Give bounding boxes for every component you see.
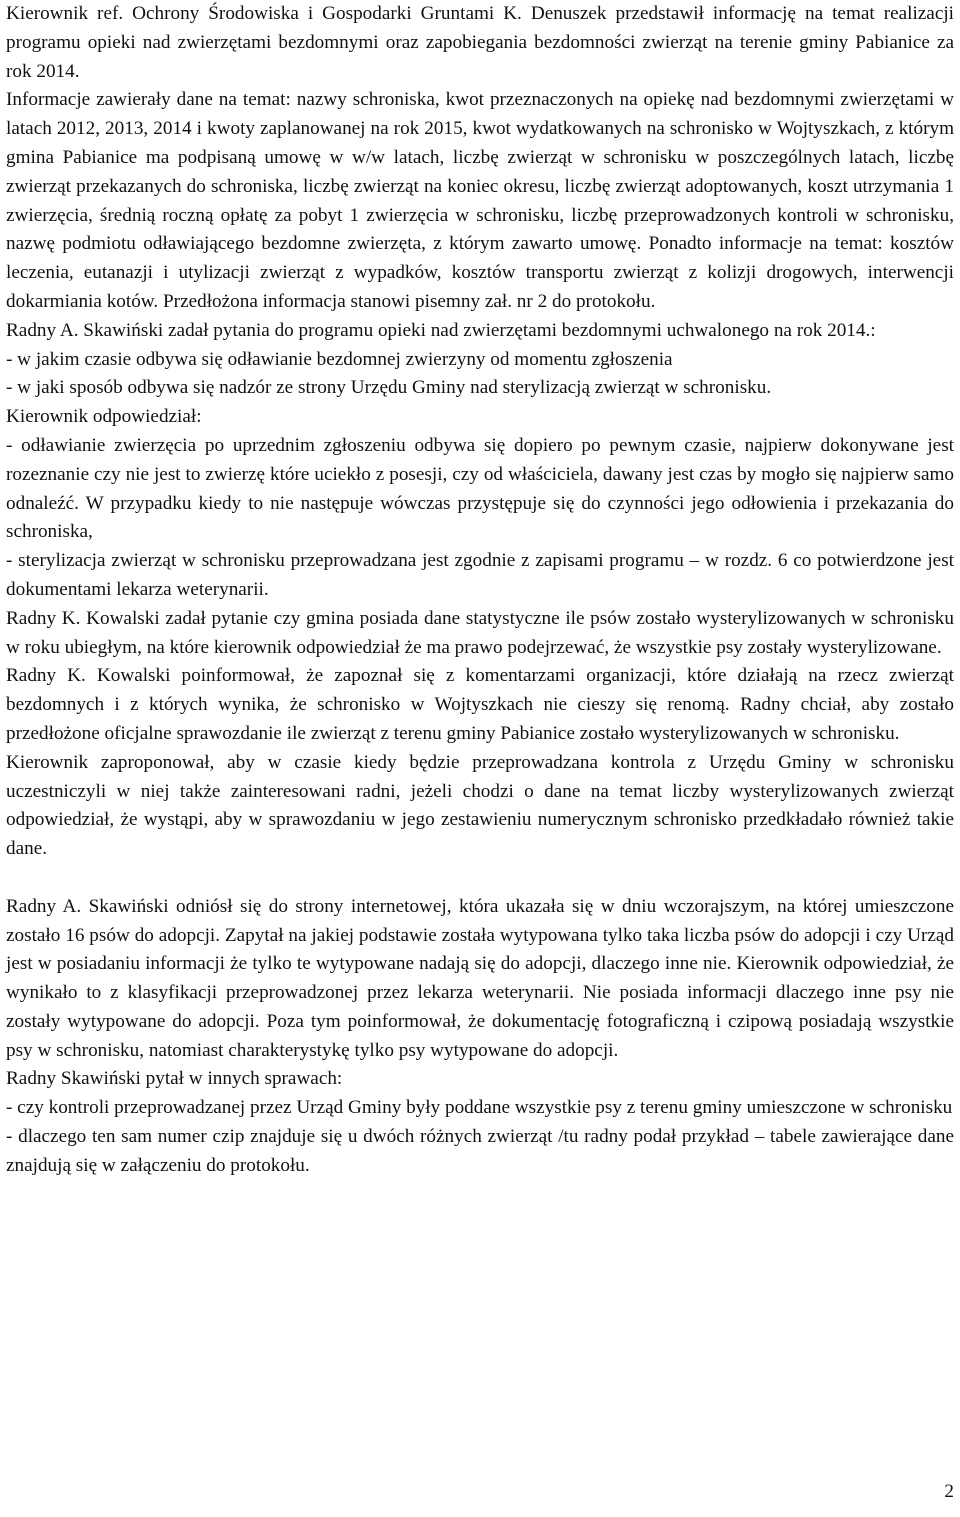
page-number: 2 [944,1481,954,1502]
paragraph-report-intro: Kierownik ref. Ochrony Środowiska i Gospodarki Gruntami K. Denuszek przedstawił informację na temat realizacji programu opieki nad zwierzętami bezdomnymi oraz zapobiegania bezdomności zwierząt na terenie gminy Pabianice za rok 2014. [6,3,954,82]
paragraph-report-details: Informacje zawierały dane na temat: nazwy schroniska, kwot przeznaczonych na opiekę nad bezdomnymi zwierzętami w latach 2012, 2013, 2014 i kwoty zaplanowanej na rok 2015, kwot wydatkowanych na schronisko w Wojtyszkach, z którym gmina Pabianice ma podpisaną umowę w w/w latach, liczbę zwierząt w schronisku w poszczególnych latach, liczbę zwierząt przekazanych do schroniska, liczbę zwierząt na koniec okresu, liczbę zwierząt adoptowanych, koszt utrzymania 1 zwierzęcia, średnią roczną opłatę za pobyt 1 zwierzęcia w schronisku, liczbę przeprowadzonych kontroli w schronisku, nazwę podmiotu odławiającego bezdomne zwierzęta, z którym zawarto umowę. Ponadto informacje na temat: kosztów leczenia, eutanazji i utylizacji zwierząt z wypadków, kosztów transportu zwierząt z kolizji drogowych, interwencji dokarmiania kotów. Przedłożona informacja stanowi pisemny zał. nr 2 do protokołu. [6,89,954,312]
paragraph-question-1: - w jakim czasie odbywa się odławianie bezdomnej zwierzyny od momentu zgłoszenia [6,348,673,370]
paragraph-manager-proposal: Kierownik zaproponował, aby w czasie kiedy będzie przeprowadzana kontrola z Urzędu Gminy w schronisku uczestniczyli w niej także zainteresowani radni, jeżeli chodzi o dane na temat liczby wysterylizowanych zwierząt odpowiedział, że wystąpi, aby w sprawozdaniu w jego zestawieniu numerycznym schronisko przedkładało również takie dane. [6,751,954,860]
paragraph-answer-2: - sterylizacja zwierząt w schronisku przeprowadzana jest zgodnie z zapisami programu – w rozdz. 6 co potwierdzone jest dokumentami lekarza weterynarii. [6,550,954,600]
paragraph-answer-1: - odławianie zwierzęcia po uprzednim zgłoszeniu odbywa się dopiero po pewnym czasie, najpierw dokonywane jest rozeznanie czy nie jest to zwierzę które uciekło z posesji, czy od właściciela, dawany jest czas by mogło się najpierw samo odnaleźć. W przypadku kiedy to nie następuje wówczas przystępuje się do czynności jego odłowienia i przekazania do schroniska, [6,434,954,543]
paragraph-question-2: - w jaki sposób odbywa się nadzór ze strony Urzędu Gminy nad sterylizacją zwierząt w schronisku. [6,377,772,399]
paragraph-skawinski-other: Radny Skawiński pytał w innych sprawach: [6,1068,343,1090]
document-body [6,0,954,1181]
paragraph-kowalski-question: Radny K. Kowalski zadał pytanie czy gmina posiada dane statystyczne ile psów zostało wysterylizowanych w schronisku w roku ubiegłym, na które kierownik odpowiedział że ma prawo podejrzewać, że wszystkie psy zostały wysterylizowane. [6,607,954,658]
paragraph-skawinski-questions: Radny A. Skawiński zadał pytania do programu opieki nad zwierzętami bezdomnymi uchwalonego na rok 2014.: [6,319,876,341]
paragraph-kowalski-info: Radny K. Kowalski poinformował, że zapoznał się z komentarzami organizacji, które działają na rzecz zwierząt bezdomnych i z których wynika, że schronisko w Wojtyszkach nie cieszy się renomą. Radny chciał, aby zostało przedłożone oficjalne sprawozdanie ile zwierząt z terenu gminy Pabianice zostało wysterylizowanych w schronisku. [6,665,954,744]
paragraph-other-question-1: - czy kontroli przeprowadzanej przez Urząd Gminy były poddane wszystkie psy z terenu gminy umieszczone w schronisku [6,1097,953,1119]
paragraph-manager-answered: Kierownik odpowiedział: [6,406,202,428]
paragraph-other-question-2: - dlaczego ten sam numer czip znajduje się u dwóch różnych zwierząt /tu radny podał przykład – tabele zawierające dane znajdują się w załączeniu do protokołu. [6,1126,954,1176]
paragraph-spacer [6,864,954,893]
paragraph-skawinski-website: Radny A. Skawiński odniósł się do strony internetowej, która ukazała się w dniu wczorajszym, na której umieszczone zostało 16 psów do adopcji. Zapytał na jakiej podstawie została wytypowana tylko taka liczba psów do adopcji i czy Urząd jest w posiadaniu informacji że tylko te wytypowane nadają się do adopcji, dlaczego inne nie. Kierownik odpowiedział, że wynikało to z klasyfikacji przeprowadzonej przez lekarza weterynarii. Nie posiada informacji dlaczego inne psy nie zostały wytypowane do adopcji. Poza tym poinformował, że dokumentację fotograficzną i czipową posiadają wszystkie psy w schronisku, natomiast charakterystykę tylko psy wytypowane do adopcji. [6,895,954,1061]
